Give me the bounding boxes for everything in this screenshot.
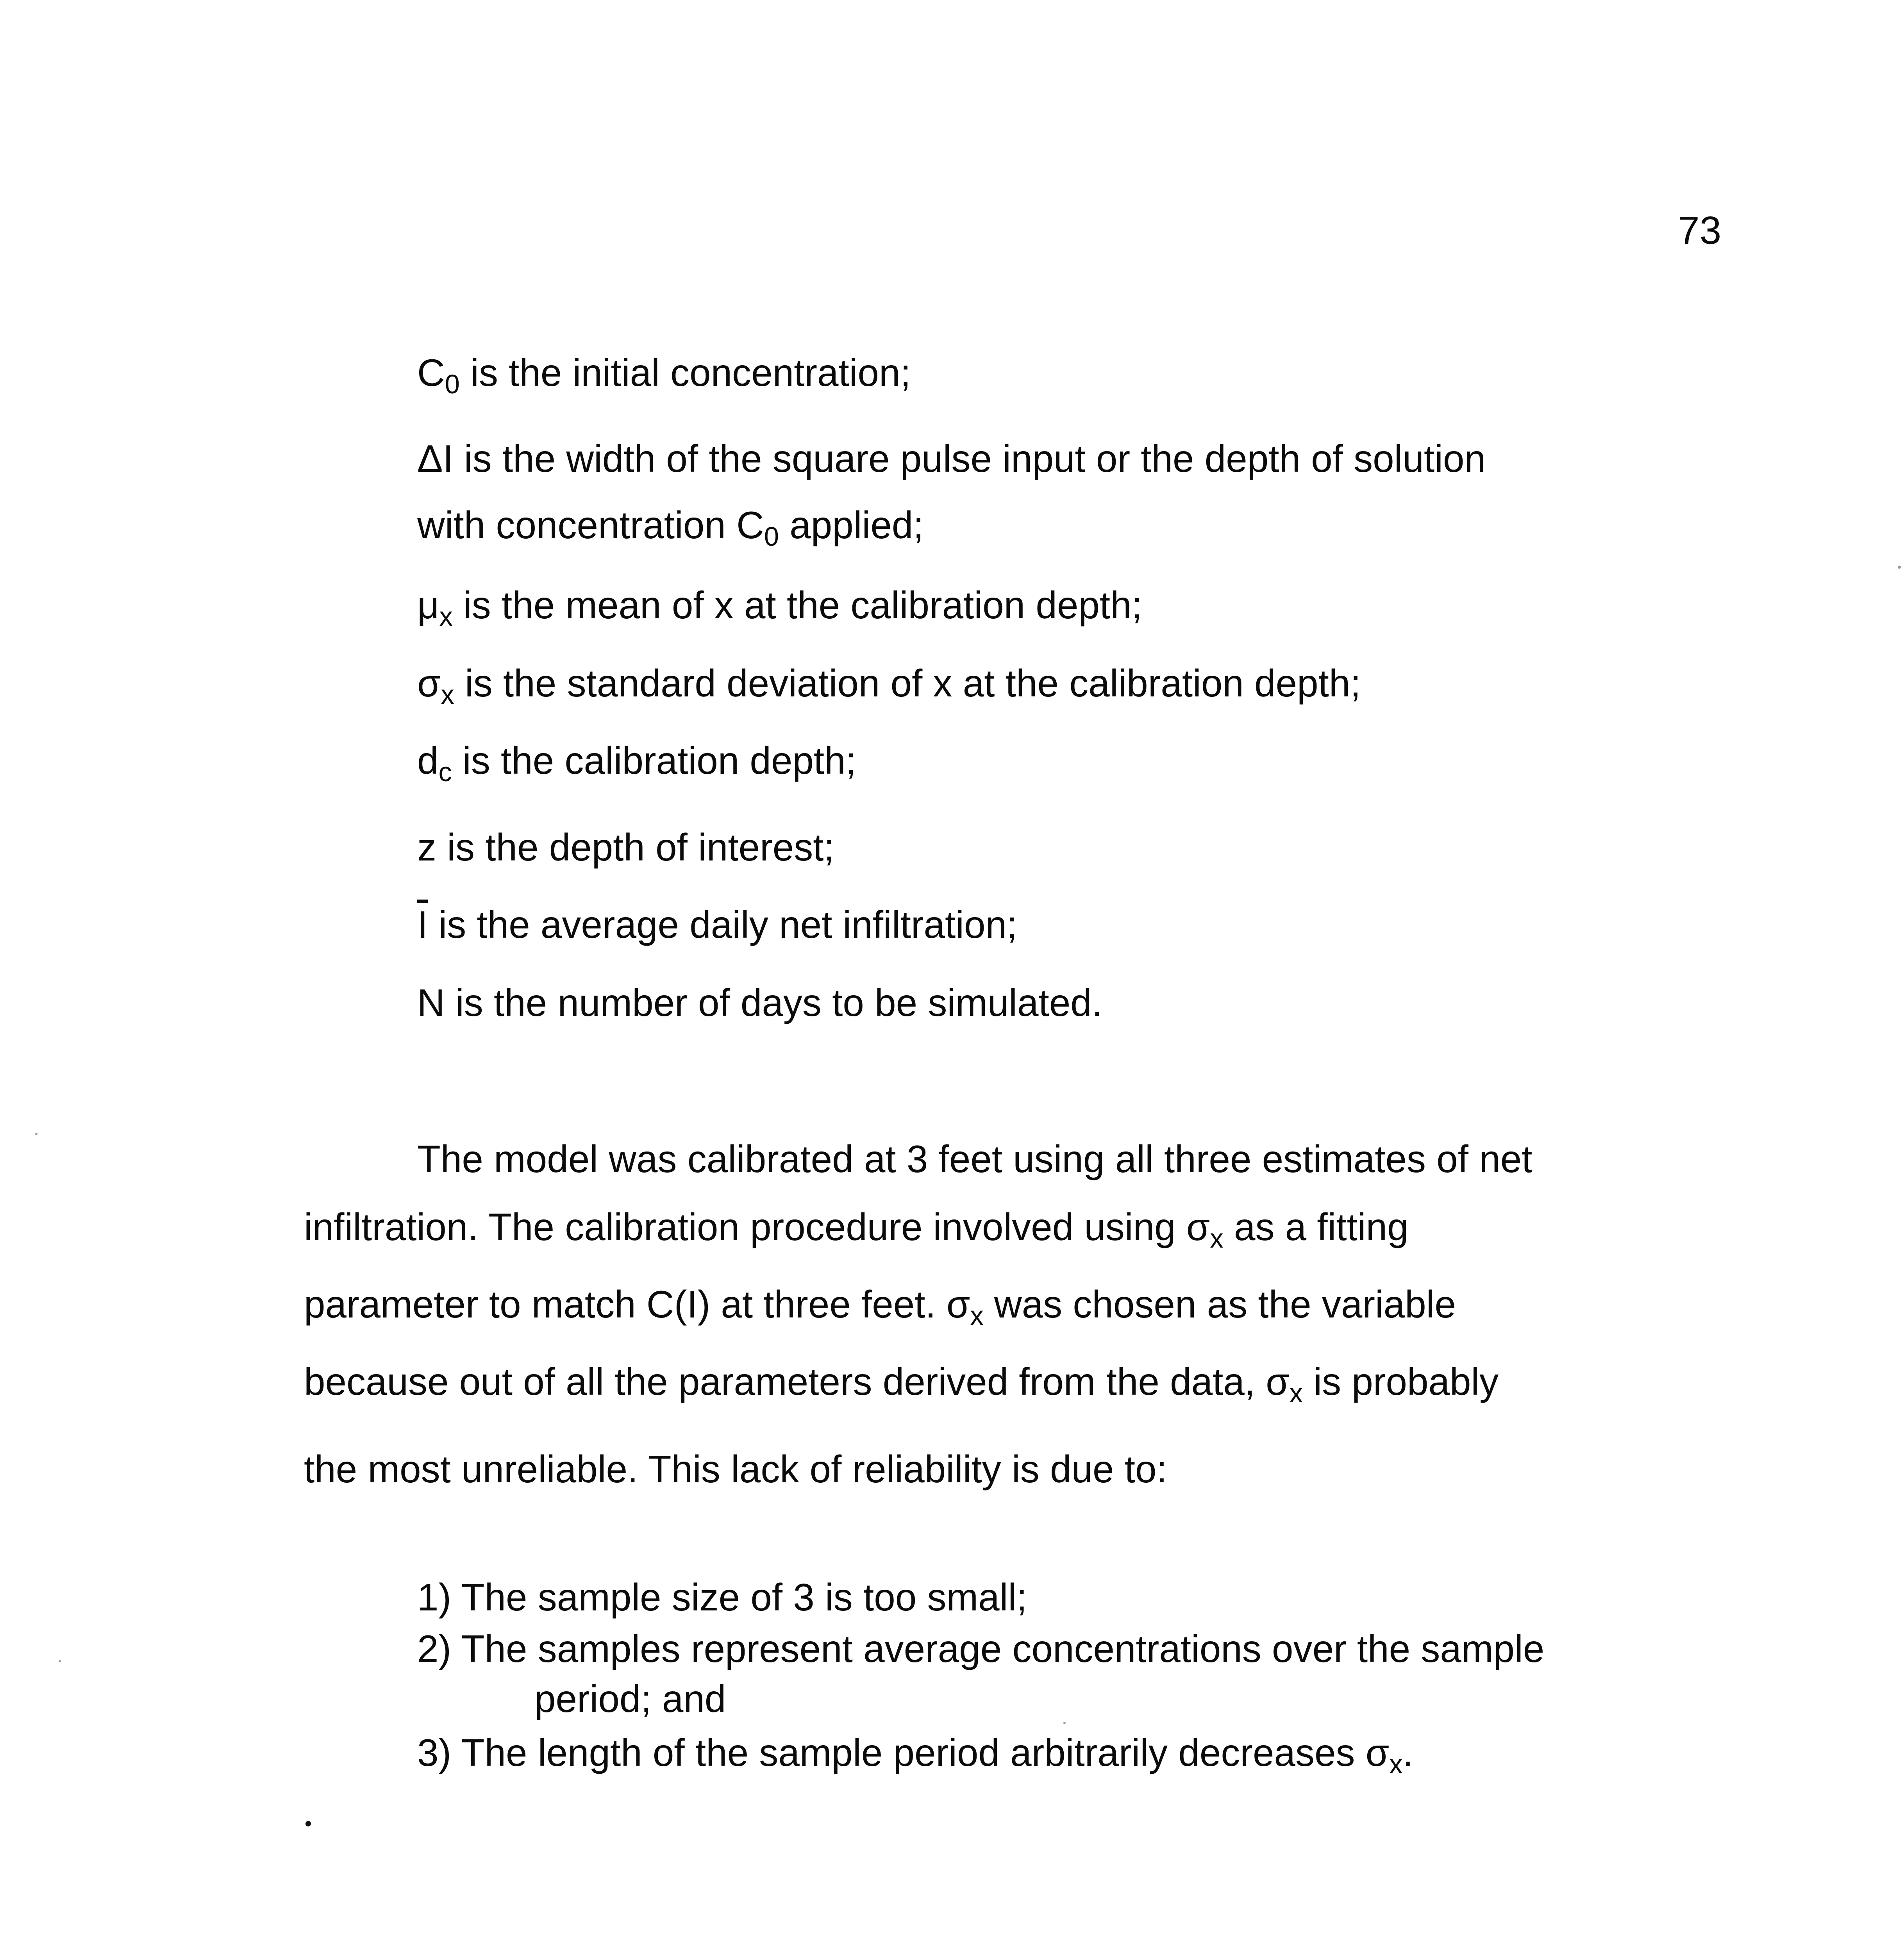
definition-pulse-width bbox=[417, 439, 1486, 478]
definition-average-infiltration bbox=[417, 905, 1017, 944]
definition-text: is the mean of x at the calibration depth; bbox=[452, 584, 1142, 627]
symbol: z bbox=[417, 826, 436, 869]
paragraph-text: is probably bbox=[1303, 1360, 1499, 1403]
subscript: 0 bbox=[764, 521, 779, 552]
scan-speck bbox=[1898, 566, 1901, 569]
page-number: 73 bbox=[1678, 209, 1722, 252]
definition-pulse-width-continued bbox=[417, 503, 924, 552]
definition-calibration-depth bbox=[417, 739, 856, 787]
scan-dot bbox=[305, 1821, 311, 1826]
scan-speck bbox=[35, 1133, 38, 1135]
definition-text: is the average daily net infiltration; bbox=[428, 903, 1018, 946]
definition-text: is the standard deviation of x at the calibration depth; bbox=[454, 662, 1361, 705]
paragraph-text: as a fitting bbox=[1223, 1205, 1409, 1248]
symbol: σ bbox=[417, 662, 441, 705]
scan-speck bbox=[59, 1660, 61, 1662]
paragraph-line-5: the most unreliable. This lack of reliability is due to: bbox=[304, 1448, 1167, 1491]
definition-number-of-days bbox=[417, 981, 1103, 1024]
subscript: x bbox=[970, 1301, 984, 1331]
definition-depth-of-interest bbox=[417, 826, 834, 869]
definition-standard-deviation bbox=[417, 662, 1361, 710]
paragraph-text: because out of all the parameters derived from the data, σ bbox=[304, 1360, 1290, 1403]
subscript: x bbox=[439, 602, 453, 632]
reason-1: 1) The sample size of 3 is too small; bbox=[417, 1576, 1027, 1619]
reason-2: 2) The samples represent average concentrations over the sample bbox=[417, 1627, 1545, 1670]
definition-text: is the calibration depth; bbox=[452, 739, 856, 782]
subscript: x bbox=[1389, 1749, 1403, 1780]
definition-mean bbox=[417, 584, 1142, 632]
reason-3 bbox=[417, 1731, 1413, 1780]
subscript: c bbox=[438, 757, 452, 787]
definition-text: is the width of the square pulse input or the depth of solution bbox=[453, 437, 1486, 480]
symbol: d bbox=[417, 739, 439, 782]
symbol: μ bbox=[417, 584, 439, 627]
paragraph-line-1: The model was calibrated at 3 feet using all three estimates of net bbox=[417, 1137, 1532, 1180]
definition-text: is the initial concentration; bbox=[459, 351, 911, 394]
reason-2-continued: period; and bbox=[534, 1677, 726, 1720]
paragraph-line-4 bbox=[304, 1360, 1499, 1409]
symbol: C bbox=[417, 351, 445, 394]
paragraph-line-2 bbox=[304, 1205, 1409, 1254]
definition-text: is the depth of interest; bbox=[436, 826, 834, 869]
reason-end: . bbox=[1402, 1731, 1413, 1774]
subscript: x bbox=[1289, 1378, 1303, 1409]
paragraph-line-3 bbox=[304, 1283, 1456, 1331]
paragraph-text: infiltration. The calibration procedure involved using σ bbox=[304, 1205, 1210, 1248]
symbol: N bbox=[417, 981, 445, 1024]
paragraph-text: parameter to match C(I) at three feet. σ bbox=[304, 1283, 970, 1326]
definition-text: with concentration C bbox=[417, 503, 764, 546]
definition-initial-concentration bbox=[417, 351, 911, 400]
subscript: x bbox=[441, 680, 454, 710]
symbol: $\overline{I}$ bbox=[417, 903, 428, 946]
scan-speck bbox=[1063, 1722, 1066, 1724]
subscript: 0 bbox=[445, 369, 460, 400]
subscript: x bbox=[1210, 1223, 1223, 1254]
paragraph-text: was chosen as the variable bbox=[983, 1283, 1456, 1326]
symbol: ΔI bbox=[417, 437, 454, 480]
definition-text: is the number of days to be simulated. bbox=[445, 981, 1103, 1024]
definition-text-end: applied; bbox=[779, 503, 924, 546]
reason-text: 3) The length of the sample period arbitrarily decreases σ bbox=[417, 1731, 1390, 1774]
